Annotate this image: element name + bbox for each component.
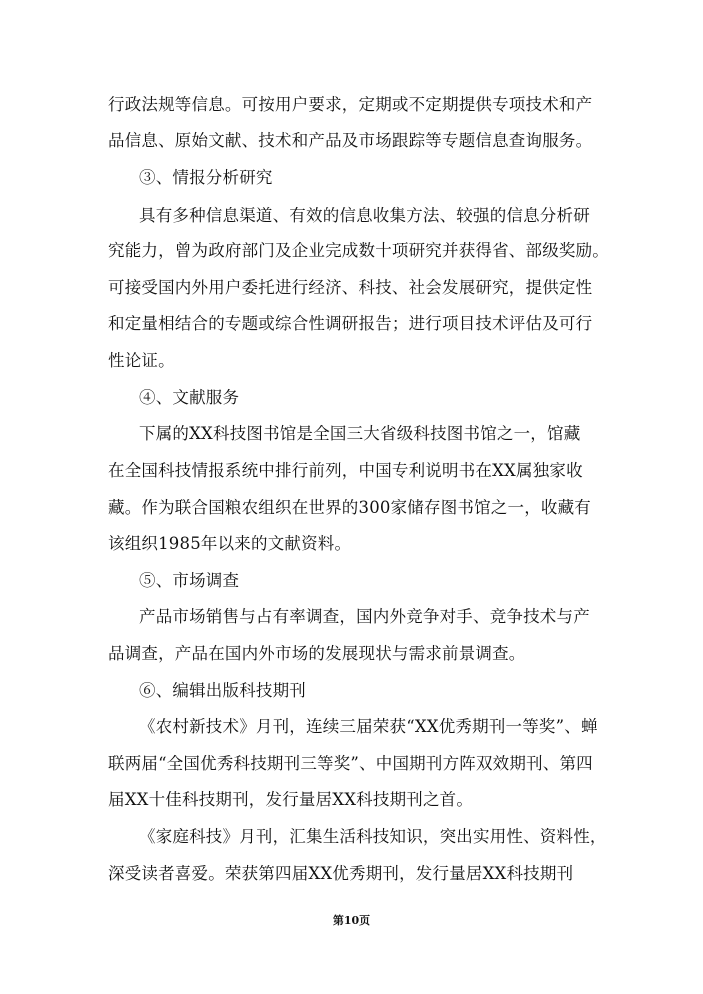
section-heading-market-survey: ⑤、市场调查	[139, 571, 240, 590]
text-line: 藏。作为联合国粮农组织在世界的300家储存图书馆之一，收藏有	[108, 498, 591, 517]
text-line: 究能力，曾为政府部门及企业完成数十项研究并获得省、部级奖励。	[108, 241, 609, 260]
text-line: 联两届“全国优秀科技期刊三等奖”、中国期刊方阵双效期刊、第四	[108, 754, 593, 773]
text-line: 深受读者喜爱。荣获第四届XX优秀期刊，发行量居XX科技期刊	[108, 864, 574, 883]
text-line: 可接受国内外用户委托进行经济、科技、社会发展研究，提供定性	[108, 278, 593, 297]
text-line: 行政法规等信息。可按用户要求，定期或不定期提供专项技术和产	[108, 95, 593, 114]
text-line: 性论证。	[108, 351, 175, 370]
text-line: 和定量相结合的专题或综合性调研报告；进行项目技术评估及可行	[108, 314, 593, 333]
section-heading-journal-publishing: ⑥、编辑出版科技期刊	[139, 681, 306, 700]
text-line: 届XX十佳科技期刊，发行量居XX科技期刊之首。	[108, 790, 474, 809]
text-line: 该组织1985年以来的文献资料。	[108, 534, 352, 553]
paragraph-first-line: 产品市场销售与占有率调查，国内外竞争对手、竞争技术与产	[139, 607, 590, 626]
section-heading-intelligence-analysis: ③、情报分析研究	[139, 168, 273, 187]
text-line: 品调查，产品在国内外市场的发展现状与需求前景调查。	[108, 644, 526, 663]
page-number: 第10页	[332, 914, 371, 927]
paragraph-first-line: 《农村新技术》月刊，连续三届荣获“XX优秀期刊一等奖”、蝉	[139, 717, 598, 736]
text-line: 品信息、原始文献、技术和产品及市场跟踪等专题信息查询服务。	[108, 131, 593, 150]
text-line: 在全国科技情报系统中排行前列，中国专利说明书在XX属独家收	[108, 461, 583, 480]
paragraph-first-line: 具有多种信息渠道、有效的信息收集方法、较强的信息分析研	[139, 206, 590, 225]
section-heading-document-service: ④、文献服务	[139, 388, 240, 407]
paragraph-first-line: 下属的XX科技图书馆是全国三大省级科技图书馆之一，馆藏	[139, 424, 581, 443]
paragraph-first-line: 《家庭科技》月刊，汇集生活科技知识，突出实用性、资料性，	[139, 827, 607, 846]
